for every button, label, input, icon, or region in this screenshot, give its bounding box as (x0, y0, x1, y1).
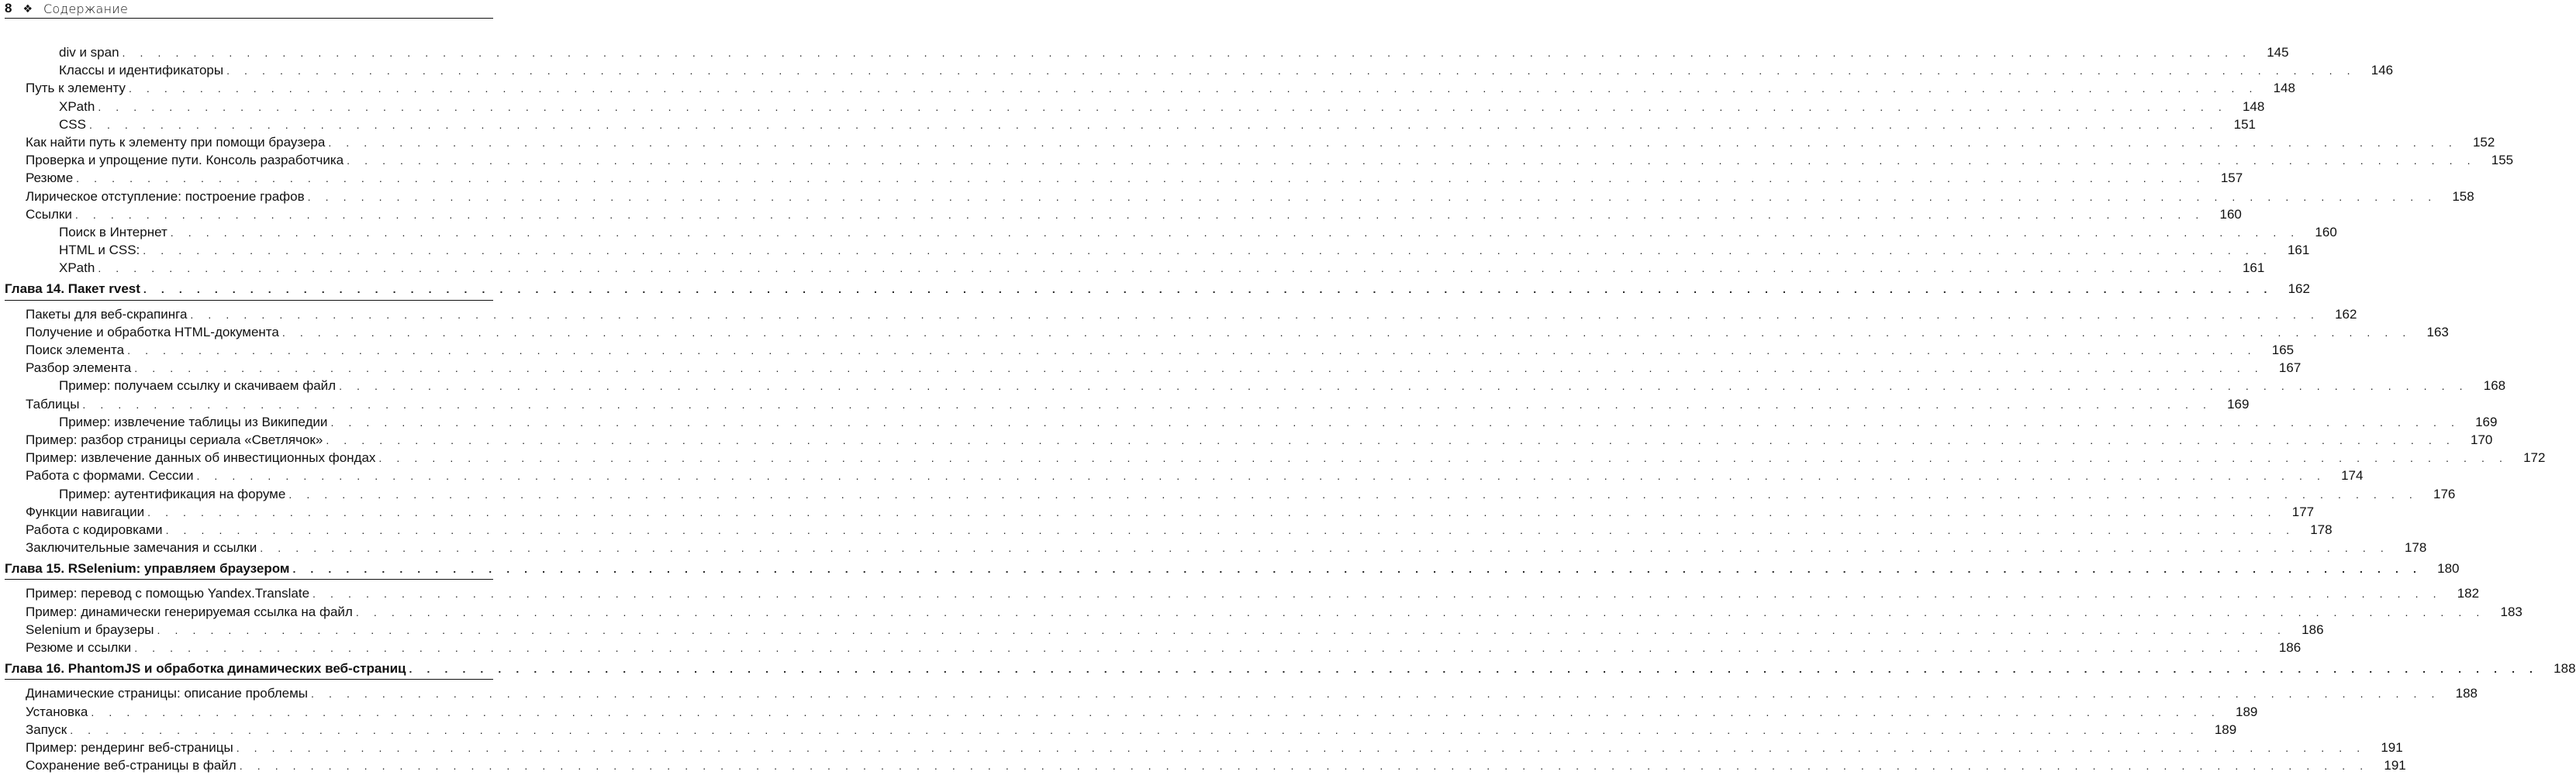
toc-entry-page: 183 (2500, 604, 2522, 619)
toc-entry-title: Установка (26, 704, 88, 719)
toc-entry-page: 170 (2470, 432, 2493, 447)
chapter-heading[interactable] (0, 660, 2576, 677)
toc-entry-page: 151 (2233, 116, 2256, 132)
toc-entry-title: Пример: аутентификация на форуме (59, 486, 286, 501)
toc-entry-page: 178 (2310, 522, 2333, 537)
toc-entry-title: Получение и обработка HTML-документа (26, 324, 279, 339)
toc-entry-title: Проверка и упрощение пути. Консоль разработчика (26, 153, 344, 168)
dot-leader: . . . . . . . . . . . . . . . . . . . . . . . . . . . . . . . . . . . . . . . . . . . . . . . . . . . . . . . . . . . . . . . . . . . . . . . . . . . . . . . . . . . . . . . . . . . . . . . . . . . . . . . . . . . . . . . . . . . . . . . . (326, 433, 2456, 446)
toc-entry-title: Пример: получаем ссылку и скачиваем файл (59, 378, 337, 394)
toc-entry[interactable] (0, 703, 2258, 721)
toc-entry[interactable] (0, 756, 2406, 774)
chapter-heading[interactable] (0, 560, 2460, 577)
dot-leader: . . . . . . . . . . . . . . . . . . . . . . . . . . . . . . . . . . . . . . . . . . . . . . . . . . . . . . . . . . . . . . . . . . . . . . . . . . . . . . . . . . . . . . . . . . . . . . . . . . . . . . . . . . . . . . . . . . . . . . . . (170, 226, 2300, 239)
toc-entry-title: Пример: разбор страницы сериала «Светлячок» (26, 432, 323, 447)
dot-leader: . . . . . . . . . . . . . . . . . . . . . . . . . . . . . . . . . . . . . . . . . . . . . . . . . . . . . . . . . . . . . . . . . . . . . . . . . . . . . . . . . . . . . . . . . . . . . . . . . . . . . . . . . . . . . . . . . . . . . . . . (307, 190, 2437, 203)
toc-entry[interactable] (0, 169, 2243, 187)
toc-entry-title: Таблицы (26, 396, 80, 412)
toc-entry-title: Путь к элементу (26, 81, 126, 96)
dot-leader: . . . . . . . . . . . . . . . . . . . . . . . . . . . . . . . . . . . . . . . . . . . . . . . . . . . . . . . . . . . . . . . . . . . . . . . . . . . . . . . . . . . . . . . . . . . . . . . . . . . . . . . . . . . . . . . . . . . . . . . . (236, 741, 2366, 754)
toc-entry-title: Функции навигации (26, 504, 145, 519)
dot-leader: . . . . . . . . . . . . . . . . . . . . . . . . . . . . . . . . . . . . . . . . . . . . . . . . . . . . . . . . . . . . . . . . . . . . . . . . . . . . . . . . . . . . . . . . . . . . . . . . . . . . . . . . . . . . . . . . . . . . . . . . (76, 172, 2206, 185)
toc-entry[interactable] (0, 539, 2427, 556)
toc-entry-title: Глава 16. PhantomJS и обработка динамических веб-страниц (5, 661, 406, 677)
header-rule (5, 18, 493, 19)
toc-entry[interactable] (0, 43, 2289, 61)
toc-entry-page: 188 (2455, 686, 2478, 701)
toc-entry-page: 157 (2220, 170, 2243, 186)
toc-entry-title: Поиск в Интернет (59, 224, 167, 239)
toc-entry-page: 148 (2273, 81, 2295, 96)
toc-entry-page: 176 (2433, 486, 2456, 501)
toc-entry-page: 155 (2491, 153, 2514, 168)
dot-leader: . . . . . . . . . . . . . . . . . . . . . . . . . . . . . . . . . . . . . . . . . . . . . . . . . . . . . . . . . . . . . . . . . . . . . . . . . . . . . . . . . . . . . . . . . . . . . . . . . . . . . . . . . . . . . . . . . . . . . . . . (196, 470, 2326, 483)
toc-entry-page: 161 (2242, 260, 2265, 276)
toc-entry[interactable] (0, 431, 2493, 449)
toc-entry[interactable] (0, 413, 2498, 431)
dot-leader: . . . . . . . . . . . . . . . . . . . . . . . . . . . . . . . . . . . . . . . . . . . . . . . . . . . . . . . . . . . . . . . . . . . . . . . . . . . . . . . . . . . . . . . . . . . . . . . . . . . . . . . . . . . . . . . . . . . . . . . . (339, 380, 2469, 393)
dot-leader: . . . . . . . . . . . . . . . . . . . . . . . . . . . . . . . . . . . . . . . . . . . . . . . . . . . . . . . . . . . . . . . . . . . . . . . . . . . . . . . . . . . . . . . . . . . . . . . . . . . . . . . . . . . . . . . . . . . . . . . . (122, 46, 2252, 59)
toc-entry-page: 168 (2483, 378, 2506, 394)
toc-entry-title: Глава 15. RSelenium: управляем браузером (5, 561, 290, 577)
dot-leader: . . . . . . . . . . . . . . . . . . . . . . . . . . . . . . . . . . . . . . . . . . . . . . . . . . . . . . . . . . . . . . . . . . . . . . . . . . . . . . . . . . . . . . . . . . . . . . . . . . . . . . . . . . . . . . . . . . . . . . . . (260, 542, 2390, 555)
toc-entry-page: 162 (2335, 306, 2357, 322)
toc-entry-page: 158 (2452, 188, 2474, 204)
toc-entry-title: Сохранение веб-страницы в файл (26, 758, 237, 773)
toc-entry[interactable] (0, 61, 2394, 79)
toc-entry-page: 161 (2287, 243, 2310, 258)
toc-entry[interactable] (0, 377, 2506, 394)
toc-entry-page: 148 (2242, 98, 2265, 114)
toc-entry-title: XPath (59, 98, 95, 114)
toc-entry[interactable] (0, 98, 2265, 115)
toc-entry-title: Классы и идентификаторы (59, 63, 224, 78)
toc-entry-title: Заключительные замечания и ссылки (26, 540, 257, 556)
dot-leader: . . . . . . . . . . . . . . . . . . . . . . . . . . . . . . . . . . . . . . . . . . . . . . . . . . . . . . . . . . . . . . . . . . . . . . . . . . . . . . . . . . . . . . . . . . . . . . . . . . . . . . . . . . . . . . . . . . . . . . . . (70, 723, 2200, 736)
toc-entry-title: Пример: динамически генерируемая ссылка на файл (26, 604, 353, 619)
toc-entry-page: 169 (2475, 414, 2498, 429)
toc-entry[interactable] (0, 395, 2250, 413)
chapter-rule (5, 300, 493, 301)
toc-entry-page: 167 (2278, 360, 2301, 376)
toc-entry-title: Пакеты для веб-скрапинга (26, 306, 188, 322)
toc-entry-page: 169 (2227, 396, 2250, 412)
dot-leader: . . . . . . . . . . . . . . . . . . . . . . . . . . . . . . . . . . . . . . . . . . . . . . . . . . . . . . . . . . . . . . . . . . . . . . . . . . . . . . . . . . . . . . . . . . . . . . . . . . . . . . . . . . . . . . . . . . . . . . . . (330, 415, 2460, 429)
dot-leader: . . . . . . . . . . . . . . . . . . . . . . . . . . . . . . . . . . . . . . . . . . . . . . . . . . . . . . . . . . . . . . . . . . . . . . . . . . . . . . . . . . . . . . . . . . . . . . . . . . . . . . . . . . . . . . . . . . . . . . . . (328, 136, 2458, 149)
toc-entry-title: Пример: извлечение данных об инвестиционных фондах (26, 450, 376, 466)
dot-leader: . . . . . . . . . . . . . . . . . . . . . . . . . . . . . . . . . . . . . . . . . . . . . . . . . . . . . . . . . . . . . . . . . . . . . . . . . . . . . . . . . . . . . . . . . . . . . . . . . . . . . . . . . . . . . . . . . . . . . . . . (128, 82, 2258, 95)
toc-entry-page: 177 (2291, 504, 2315, 519)
dot-leader: . . . . . . . . . . . . . . . . . . . . . . . . . . . . . . . . . . . . . . . . . . . . . . . . . . . . . . . . . . . . . . . . . . . . . . . . . . . . . . . . . . . . . . . . . . . . . . . . . . . . . . . . . . . . . . . . . . . . . . . . (239, 760, 2369, 773)
toc-entry-title: XPath (59, 260, 95, 276)
toc-entry-title: Запуск (26, 722, 67, 737)
dot-leader: . . . . . . . . . . . . . . . . . . . . . . . . . . . . . . . . . . . . . . . . . . . . . . . . . . . . . . . . . . . . . . . . . . . . . . . . . . . . . . . . . . . . . . . . . . . . . . . . . . . . . . . . . . . . . . . . . . . . . . . . (190, 308, 2320, 321)
toc-entry-page: 188 (2554, 661, 2576, 677)
toc-entry-page: 189 (2214, 722, 2237, 737)
toc-entry-page: 146 (2371, 63, 2394, 78)
toc-entry[interactable] (0, 584, 2480, 602)
toc-entry-page: 160 (2315, 224, 2337, 239)
dot-leader: . . . . . . . . . . . . . . . . . . . . . . . . . . . . . . . . . . . . . . . . . . . . . . . . . . . . . . . . . . . . . . . . . . . . . . . . . . . . . . . . . . . . . . . . . . . . . . . . . . . . . . . . . . . . . . . . . . . . . . . . (127, 344, 2257, 356)
toc-entry-page: 178 (2404, 540, 2427, 556)
toc-entry-title: Пример: перевод с помощью Yandex.Translate (26, 586, 310, 601)
toc-entry[interactable] (0, 223, 2337, 241)
toc-entry-title: Поиск элемента (26, 343, 125, 357)
dot-leader: . . . . . . . . . . . . . . . . . . . . . . . . . . . . . . . . . . . . . . . . . . . . . . . . . . . . . . . . . . . . . . . . . . . . . . . . . . . . . . . . . . . . . . . . . . . . . . . . . . . . . . . . . . . . . . . . . . . . . . . . (226, 64, 2357, 78)
toc-entry-title: Ссылки (26, 206, 72, 222)
toc-entry[interactable] (0, 521, 2333, 539)
dot-leader: . . . . . . . . . . . . . . . . . . . . . . . . . . . . . . . . . . . . . . . . . . . . . . . . . . . . . . . . . . . . . . . . . . . . . . . . . . . . . . . . . . . . . . . . . . . . . . . . . . . . . . . . . . . . . . . . . . . . . . . . (409, 663, 2539, 676)
toc-entry-title: Резюме (26, 170, 74, 186)
dot-leader: . . . . . . . . . . . . . . . . . . . . . . . . . . . . . . . . . . . . . . . . . . . . . . . . . . . . . . . . . . . . . . . . . . . . . . . . . . . . . . . . . . . . . . . . . . . . . . . . . . . . . . . . . . . . . . . . . . . . . . . . (143, 283, 2273, 296)
toc-entry-title: Лирическое отступление: построение графов (26, 188, 305, 204)
toc-entry-page: 152 (2472, 134, 2495, 150)
toc-entry-title: Разбор элемента (26, 360, 132, 376)
toc-entry-page: 191 (2381, 739, 2403, 755)
dot-leader: . . . . . . . . . . . . . . . . . . . . . . . . . . . . . . . . . . . . . . . . . . . . . . . . . . . . . . . . . . . . . . . . . . . . . . . . . . . . . . . . . . . . . . . . . . . . . . . . . . . . . . . . . . . . . . . . . . . . . . . . (310, 687, 2441, 701)
toc-entry[interactable] (0, 151, 2514, 169)
toc-entry-title: CSS (59, 116, 86, 132)
toc-entry[interactable] (0, 485, 2456, 503)
toc-entry-title: Пример: извлечение таблицы из Википедии (59, 414, 328, 429)
header-page-number: 8 (5, 1, 12, 16)
running-header (5, 0, 493, 17)
toc-entry-page: 174 (2341, 468, 2364, 484)
dot-leader: . . . . . . . . . . . . . . . . . . . . . . . . . . . . . . . . . . . . . . . . . . . . . . . . . . . . . . . . . . . . . . . . . . . . . . . . . . . . . . . . . . . . . . . . . . . . . . . . . . . . . . . . . . . . . . . . . . . . . . . . (91, 705, 2221, 718)
toc-entry-page: 189 (2236, 704, 2258, 719)
toc-entry[interactable] (0, 359, 2301, 377)
toc-entry-title: HTML и CSS: (59, 243, 140, 258)
toc-entry[interactable] (0, 241, 2310, 259)
dot-leader: . . . . . . . . . . . . . . . . . . . . . . . . . . . . . . . . . . . . . . . . . . . . . . . . . . . . . . . . . . . . . . . . . . . . . . . . . . . . . . . . . . . . . . . . . . . . . . . . . . . . . . . . . . . . . . . . . . . . . . . . (313, 587, 2443, 601)
toc-entry-page: 172 (2523, 450, 2546, 466)
toc-entry-page: 186 (2278, 640, 2301, 655)
toc-entry-title: Глава 14. Пакет rvest (5, 281, 140, 297)
toc-entry[interactable] (0, 115, 2256, 133)
dot-leader: . . . . . . . . . . . . . . . . . . . . . . . . . . . . . . . . . . . . . . . . . . . . . . . . . . . . . . . . . . . . . . . . . . . . . . . . . . . . . . . . . . . . . . . . . . . . . . . . . . . . . . . . . . . . . . . . . . . . . . . . (98, 100, 2228, 113)
toc-entry[interactable] (0, 739, 2403, 756)
dot-leader: . . . . . . . . . . . . . . . . . . . . . . . . . . . . . . . . . . . . . . . . . . . . . . . . . . . . . . . . . . . . . . . . . . . . . . . . . . . . . . . . . . . . . . . . . . . . . . . . . . . . . . . . . . . . . . . . . . . . . . . . (288, 487, 2419, 501)
toc-entry[interactable] (0, 467, 2364, 484)
chapter-heading[interactable] (0, 280, 2310, 298)
toc-entry[interactable] (0, 721, 2237, 739)
table-of-contents (0, 43, 2576, 774)
toc-entry[interactable] (0, 323, 2449, 341)
toc-entry-page: 186 (2301, 622, 2324, 637)
dot-leader: . . . . . . . . . . . . . . . . . . . . . . . . . . . . . . . . . . . . . . . . . . . . . . . . . . . . . . . . . . . . . . . . . . . . . . . . . . . . . . . . . . . . . . . . . . . . . . . . . . . . . . . . . . . . . . . . . . . . . . . . (355, 605, 2485, 618)
dot-leader: . . . . . . . . . . . . . . . . . . . . . . . . . . . . . . . . . . . . . . . . . . . . . . . . . . . . . . . . . . . . . . . . . . . . . . . . . . . . . . . . . . . . . . . . . . . . . . . . . . . . . . . . . . . . . . . . . . . . . . . . (378, 452, 2509, 465)
toc-entry-page: 163 (2426, 324, 2449, 339)
toc-entry[interactable] (0, 188, 2474, 205)
toc-entry-title: Динамические страницы: описание проблемы (26, 686, 308, 701)
toc-entry-page: 191 (2384, 758, 2406, 773)
toc-entry[interactable] (0, 603, 2522, 621)
toc-entry-title: Работа с формами. Сессии (26, 468, 194, 484)
dot-leader: . . . . . . . . . . . . . . . . . . . . . . . . . . . . . . . . . . . . . . . . . . . . . . . . . . . . . . . . . . . . . . . . . . . . . . . . . . . . . . . . . . . . . . . . . . . . . . . . . . . . . . . . . . . . . . . . . . . . . . . . (165, 523, 2295, 536)
toc-entry-title: Selenium и браузеры (26, 622, 154, 637)
chapter-rule (5, 679, 493, 680)
dot-leader: . . . . . . . . . . . . . . . . . . . . . . . . . . . . . . . . . . . . . . . . . . . . . . . . . . . . . . . . . . . . . . . . . . . . . . . . . . . . . . . . . . . . . . . . . . . . . . . . . . . . . . . . . . . . . . . . . . . . . . . . (347, 154, 2477, 167)
toc-entry[interactable] (0, 259, 2265, 277)
dot-leader: . . . . . . . . . . . . . . . . . . . . . . . . . . . . . . . . . . . . . . . . . . . . . . . . . . . . . . . . . . . . . . . . . . . . . . . . . . . . . . . . . . . . . . . . . . . . . . . . . . . . . . . . . . . . . . . . . . . . . . . . (134, 642, 2264, 654)
toc-entry-title: Как найти путь к элементу при помощи браузера (26, 134, 326, 150)
toc-entry-page: 160 (2219, 206, 2242, 222)
toc-entry-page: 165 (2271, 343, 2295, 357)
toc-entry[interactable] (0, 639, 2301, 656)
toc-entry[interactable] (0, 79, 2295, 97)
dot-leader: . . . . . . . . . . . . . . . . . . . . . . . . . . . . . . . . . . . . . . . . . . . . . . . . . . . . . . . . . . . . . . . . . . . . . . . . . . . . . . . . . . . . . . . . . . . . . . . . . . . . . . . . . . . . . . . . . . . . . . . . (98, 262, 2228, 275)
toc-entry[interactable] (0, 503, 2315, 521)
toc-entry-title: div и span (59, 45, 119, 60)
header-title: Содержание (43, 1, 129, 16)
dot-leader: . . . . . . . . . . . . . . . . . . . . . . . . . . . . . . . . . . . . . . . . . . . . . . . . . . . . . . . . . . . . . . . . . . . . . . . . . . . . . . . . . . . . . . . . . . . . . . . . . . . . . . . . . . . . . . . . . . . . . . . . (292, 563, 2422, 576)
toc-entry-title: Пример: рендеринг веб-страницы (26, 739, 233, 755)
toc-entry-title: Работа с кодировками (26, 522, 163, 537)
toc-entry-page: 145 (2267, 45, 2289, 60)
dot-leader: . . . . . . . . . . . . . . . . . . . . . . . . . . . . . . . . . . . . . . . . . . . . . . . . . . . . . . . . . . . . . . . . . . . . . . . . . . . . . . . . . . . . . . . . . . . . . . . . . . . . . . . . . . . . . . . . . . . . . . . . (157, 623, 2287, 636)
toc-entry[interactable] (0, 133, 2495, 151)
toc-entry-page: 182 (2457, 586, 2480, 601)
toc-entry-page: 180 (2437, 561, 2460, 577)
header-ornament-icon: ❖ (22, 2, 33, 15)
toc-entry[interactable] (0, 305, 2357, 323)
dot-leader: . . . . . . . . . . . . . . . . . . . . . . . . . . . . . . . . . . . . . . . . . . . . . . . . . . . . . . . . . . . . . . . . . . . . . . . . . . . . . . . . . . . . . . . . . . . . . . . . . . . . . . . . . . . . . . . . . . . . . . . . (74, 208, 2205, 221)
chapter-rule (5, 579, 493, 580)
toc-entry[interactable] (0, 449, 2546, 467)
dot-leader: . . . . . . . . . . . . . . . . . . . . . . . . . . . . . . . . . . . . . . . . . . . . . . . . . . . . . . . . . . . . . . . . . . . . . . . . . . . . . . . . . . . . . . . . . . . . . . . . . . . . . . . . . . . . . . . . . . . . . . . . (88, 118, 2219, 131)
toc-entry[interactable] (0, 205, 2242, 223)
toc-entry[interactable] (0, 684, 2478, 702)
toc-entry-page: 162 (2288, 281, 2310, 297)
dot-leader: . . . . . . . . . . . . . . . . . . . . . . . . . . . . . . . . . . . . . . . . . . . . . . . . . . . . . . . . . . . . . . . . . . . . . . . . . . . . . . . . . . . . . . . . . . . . . . . . . . . . . . . . . . . . . . . . . . . . . . . . (147, 505, 2277, 518)
dot-leader: . . . . . . . . . . . . . . . . . . . . . . . . . . . . . . . . . . . . . . . . . . . . . . . . . . . . . . . . . . . . . . . . . . . . . . . . . . . . . . . . . . . . . . . . . . . . . . . . . . . . . . . . . . . . . . . . . . . . . . . . (134, 362, 2264, 375)
toc-entry[interactable] (0, 621, 2324, 639)
toc-entry[interactable] (0, 341, 2295, 359)
dot-leader: . . . . . . . . . . . . . . . . . . . . . . . . . . . . . . . . . . . . . . . . . . . . . . . . . . . . . . . . . . . . . . . . . . . . . . . . . . . . . . . . . . . . . . . . . . . . . . . . . . . . . . . . . . . . . . . . . . . . . . . . (143, 244, 2273, 257)
toc-entry-title: Резюме и ссылки (26, 640, 132, 655)
dot-leader: . . . . . . . . . . . . . . . . . . . . . . . . . . . . . . . . . . . . . . . . . . . . . . . . . . . . . . . . . . . . . . . . . . . . . . . . . . . . . . . . . . . . . . . . . . . . . . . . . . . . . . . . . . . . . . . . . . . . . . . . (281, 326, 2412, 339)
dot-leader: . . . . . . . . . . . . . . . . . . . . . . . . . . . . . . . . . . . . . . . . . . . . . . . . . . . . . . . . . . . . . . . . . . . . . . . . . . . . . . . . . . . . . . . . . . . . . . . . . . . . . . . . . . . . . . . . . . . . . . . . (82, 398, 2212, 411)
